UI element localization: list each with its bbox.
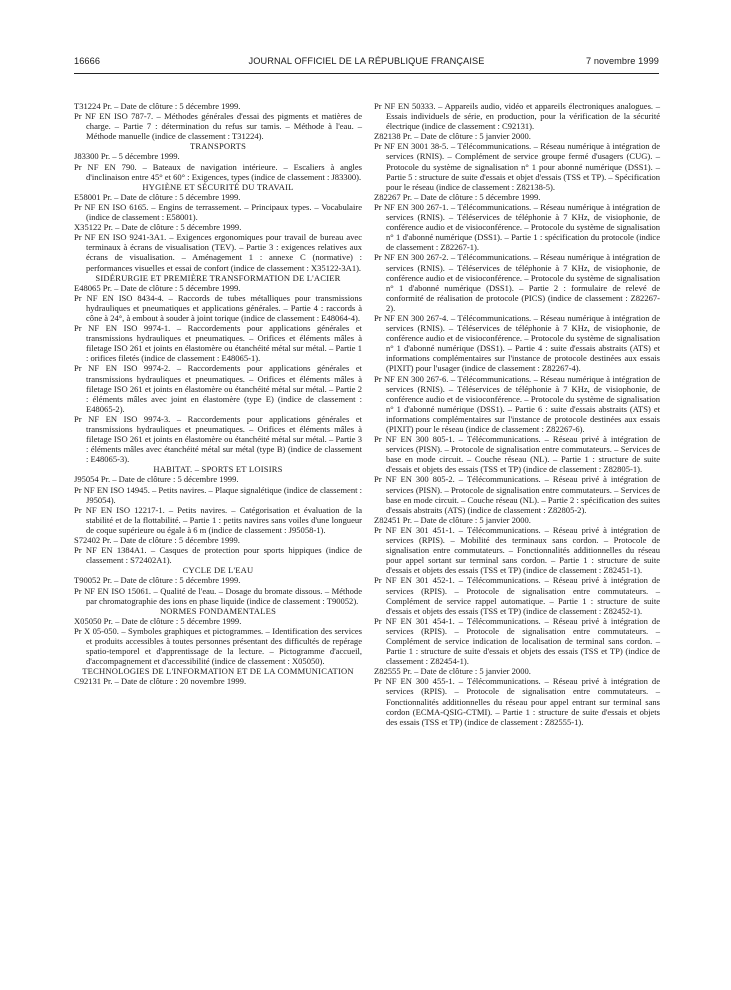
issue-date: 7 novembre 1999 <box>585 56 659 66</box>
closing-date-line: X05050 Pr. – Date de clôture : 5 décembre 1999. <box>74 615 242 626</box>
standard-notice: Pr NF EN 50333. – Appareils audio, vidéo et appareils électroniques analogues. – Essais individuels de série, en production, pour la vérification de la sécurité électrique (indice de classement : C92131). <box>374 101 660 132</box>
standard-notice: Pr NF EN ISO 8434-4. – Raccords de tubes métalliques pour transmissions hydrauliques et pneumatiques et applications générales. – Partie 4 : raccords à cône à 24°, à embout à souder à joint torique (indice de classement : E48064-4). <box>74 292 362 323</box>
journal-title: JOURNAL OFFICIEL DE LA RÉPUBLIQUE FRANÇAISE <box>248 56 485 66</box>
closing-date-line: T90052 Pr. – Date de clôture : 5 décembre 1999. <box>74 575 241 586</box>
standard-notice: Pr NF EN 300 267-4. – Télécommunications. – Réseau numérique à intégration de services (RNIS). – Téléservices de téléphonie à 7 KHz, de visiophonie, de conférence audio et de visioconférence. – Protocole du système de signalisation n° 1 d'abonné numérique (DSS1). – Partie 4 : suite d'essais abstraits (ATS) et informations complémentaires sur l'instance de protocole destinées aux essais (PIXIT) pour l'usager (indice de classement : Z82267-4). <box>374 312 660 374</box>
section-heading: TRANSPORTS <box>189 141 247 152</box>
standard-notice: Pr NF EN ISO 12217-1. – Petits navires. – Catégorisation et évaluation de la stabilité et de la flottabilité. – Partie 1 : petits navires sans voiles d'une longueur de coque supérieure ou égale à 6 m (indice de classement : J95058-1). <box>74 504 362 535</box>
standard-notice: Pr NF EN 300 267-1. – Télécommunications. – Réseau numérique à intégration de services (RNIS). – Téléservices de téléphonie à 7 KHz, de visiophonie, de conférence audio et de visioconférence. – Protocole du système de signalisation n° 1 d'abonné numérique (DSS1). – Partie 1 : spécification du protocole (indice de classement : Z82267-1). <box>374 201 660 253</box>
standard-notice: Pr NF EN 300 267-6. – Télécommunications. – Réseau numérique à intégration de services (RNIS). – Téléservices de téléphonie à 7 KHz, de visiophonie, de conférence audio et de visioconférence. – Protocole du système de signalisation n° 1 d'abonné numérique (DSS1). – Partie 6 : suite d'essais abstraits (ATS) et informations complémentaires sur l'instance de protocole destinées aux essais (PIXIT) pour le réseau (indice de classement : Z82267-6). <box>374 373 660 434</box>
closing-date-line: S72402 Pr. – Date de clôture : 5 décembre 1999. <box>74 535 240 546</box>
closing-date-line: Z82267 Pr. – Date de clôture : 5 décembre 1999. <box>374 191 541 202</box>
standard-notice: Pr NF EN ISO 9974-3. – Raccordements pour applications générales et transmissions hydrauliques et pneumatiques. – Orifices et éléments mâles à filetage ISO 261 et joints en élastomère ou étanchéité métal sur métal. – Partie 3 : éléments mâles avec étanchéité métal sur métal (type B) (indice de classement : E48065-3). <box>74 413 362 465</box>
closing-date-line: Z82138 Pr. – Date de clôture : 5 janvier 2000. <box>374 131 531 142</box>
standard-notice: Pr X 05-050. – Symboles graphiques et pictogrammes. – Identification des services et produits accessibles à toutes personnes présentant des difficultés de repérage spatio-temporel et d'apprentissage de la lecture. – Pictogramme d'accueil, d'accompagnement et d'accessibilité (indice de classement : X05050). <box>74 625 362 667</box>
closing-date-line: J83300 Pr. – 5 décembre 1999. <box>74 151 180 162</box>
standard-notice: Pr NF EN ISO 15061. – Qualité de l'eau. – Dosage du bromate dissous. – Méthode par chromatographie des ions en phase liquide (indice de classement : T90052). <box>74 585 362 606</box>
standard-notice: Pr NF EN 300 805-1. – Télécommunications. – Réseau privé à intégration de services (PISN). – Protocole de signalisation entre commutateurs. – Services de base en mode circuit. – Couche réseau (NL). – Partie 1 : structure de suite d'essais et objets des essais (TSS et TP) (indice de classement : Z82805-1). <box>374 434 660 475</box>
closing-date-line: Z82555 Pr. – Date de clôture : 5 janvier 2000. <box>374 666 531 677</box>
section-heading: CYCLE DE L'EAU <box>182 565 254 576</box>
standard-notice: Pr NF EN 300 267-2. – Télécommunications. – Réseau numérique à intégration de services (RNIS). – Téléservices de téléphonie à 7 KHz, de visiophonie, de conférence audio et de visioconférence. – Protocole du système de signalisation n° 1 d'abonné numérique (DSS1). – Partie 2 : formulaire de relevé de conformité de réalisation de protocole (PICS) (indice de classement : Z82267-2). <box>374 252 660 313</box>
standard-notice: Pr NF EN 300 455-1. – Télécommunications. – Réseau privé à intégration de services (RPIS). – Protocole de signalisation entre commutateurs. – Fonctionnalités additionnelles du réseau pour appel entrant sur terminal sans cordon (ECMA-QSIG-CTMI). – Partie 1 : structure de suite d'essais et objets des essais (TSS et TP) (indice de classement : Z82555-1). <box>374 676 660 727</box>
section-heading: NORMES FONDAMENTALES <box>159 605 277 616</box>
closing-date-line: Z82451 Pr. – Date de clôture : 5 janvier 2000. <box>374 514 531 525</box>
standard-notice: Pr NF EN ISO 14945. – Petits navires. – Plaque signalétique (indice de classement : J95054). <box>74 484 362 505</box>
closing-date-line: J95054 Pr. – Date de clôture : 5 décembre 1999. <box>74 474 239 485</box>
closing-date-line: X35122 Pr. – Date de clôture : 5 décembre 1999. <box>74 222 242 233</box>
standard-notice: Pr NF EN ISO 6165. – Engins de terrassement. – Principaux types. – Vocabulaire (indice de classement : E58001). <box>74 201 362 223</box>
closing-date-line: T31224 Pr. – Date de clôture : 5 décembre 1999. <box>74 101 241 111</box>
section-heading: HYGIÈNE ET SÉCURITÉ DU TRAVAIL <box>142 181 294 192</box>
standard-notice: Pr NF EN 790. – Bateaux de navigation intérieure. – Escaliers à angles d'inclinaison entre 45° et 60° : Exigences, types (indice de classement : J83300). <box>74 161 362 182</box>
page-number: 16666 <box>74 56 101 66</box>
standard-notice: Pr NF EN 1384A1. – Casques de protection pour sports hippiques (indice de classement : S72402A1). <box>74 545 362 566</box>
closing-date-line: E48065 Pr. – Date de clôture : 5 décembre 1999. <box>74 282 241 293</box>
closing-date-line: C92131 Pr. – Date de clôture : 20 novembre 1999. <box>74 676 247 687</box>
standard-notice: Pr NF EN ISO 9974-2. – Raccordements pour applications générales et transmissions hydrauliques et pneumatiques. – Orifices et éléments mâles à filetage ISO 261 et joints en élastomère ou étanchéité métal sur métal. – Partie 2 : éléments mâles avec joint en élastomère (type E) (indice de classement : E48065-2). <box>74 363 362 414</box>
standard-notice: Pr NF EN 301 452-1. – Télécommunications. – Réseau privé à intégration de services (RPIS). – Protocole de signalisation entre commutateurs. – Complément de service rappel automatique. – Partie 1 : structure de suite d'essais et objets des essais (TSS et TP) (indice de classement : Z82452-1). <box>374 575 660 616</box>
right-column <box>374 101 660 727</box>
section-heading: SIDÉRURGIE ET PREMIÈRE TRANSFORMATION DE L'ACIER <box>95 272 341 283</box>
left-column <box>74 101 362 686</box>
section-heading: HABITAT. – SPORTS ET LOISIRS <box>153 464 283 475</box>
standard-notice: Pr NF EN 301 451-1. – Télécommunications. – Réseau privé à intégration de services (RPIS). – Mobilité des terminaux sans cordon. – Protocole de signalisation entre commutateurs. – Fonctionnalités additionnelles du réseau pour appel sortant sur terminal sans cordon. – Partie 1 : structure de suite d'essais et objets des essais (TSS et TP) (indice de classement : Z82451-1). <box>374 524 660 576</box>
header-rule <box>74 73 659 74</box>
standard-notice: Pr NF EN ISO 9241-3A1. – Exigences ergonomiques pour travail de bureau avec terminaux à écrans de visualisation (TEV). – Partie 3 : exigences relatives aux écrans de visualisation. – Aménagement 1 : annexe C (normative) : performances visuelles et essai de confort (indice de classement : X35122-3A1). <box>74 232 362 273</box>
section-heading: TECHNOLOGIES DE L'INFORMATION ET DE LA COMMUNICATION <box>82 666 354 677</box>
standard-notice: Pr NF EN 300 805-2. – Télécommunications. – Réseau privé à intégration de services (PISN). – Protocole de signalisation entre commutateurs. – Services de base en mode circuit. – Couche réseau (NL). – Partie 2 : spécification des suites d'essais abstraits (ATS) (indice de classement : Z82805-2). <box>374 474 660 515</box>
standard-notice: Pr NF EN 301 454-1. – Télécommunications. – Réseau privé à intégration de services (RPIS). – Protocole de signalisation entre commutateurs. – Complément de service indication de localisation de terminal sans cordon. – Partie 1 : structure de suite d'essais et objets des essais (TSS et TP) (indice de classement : Z82454-1). <box>374 615 660 667</box>
closing-date-line: E58001 Pr. – Date de clôture : 5 décembre 1999. <box>74 191 241 202</box>
standard-notice: Pr NF EN ISO 9974-1. – Raccordements pour applications générales et transmissions hydrauliques et pneumatiques. – Orifices et éléments mâles à filetage ISO 261 et joints en élastomère ou étanchéité métal sur métal. – Partie 1 : orifices filetés (indice de classement : E48065-1). <box>74 323 362 364</box>
page-header <box>74 56 659 72</box>
standard-notice: Pr NF EN 3001 38-5. – Télécommunications. – Réseau numérique à intégration de services (RNIS). – Complément de service groupe fermé d'usagers (CUG). – Protocole du système de signalisation n° 1 pour abonné numérique (DSS1). – Partie 5 : structure de suite d'essais et objet d'essais (TSS et TP). – Spécification pour le réseau (indice de classement : Z82138-5). <box>374 141 660 192</box>
standard-notice: Pr NF EN ISO 787-7. – Méthodes générales d'essai des pigments et matières de charge. – Partie 7 : détermination du refus sur tamis. – Méthode à l'eau. – Méthode manuelle (indice de classement : T31224). <box>74 111 362 142</box>
